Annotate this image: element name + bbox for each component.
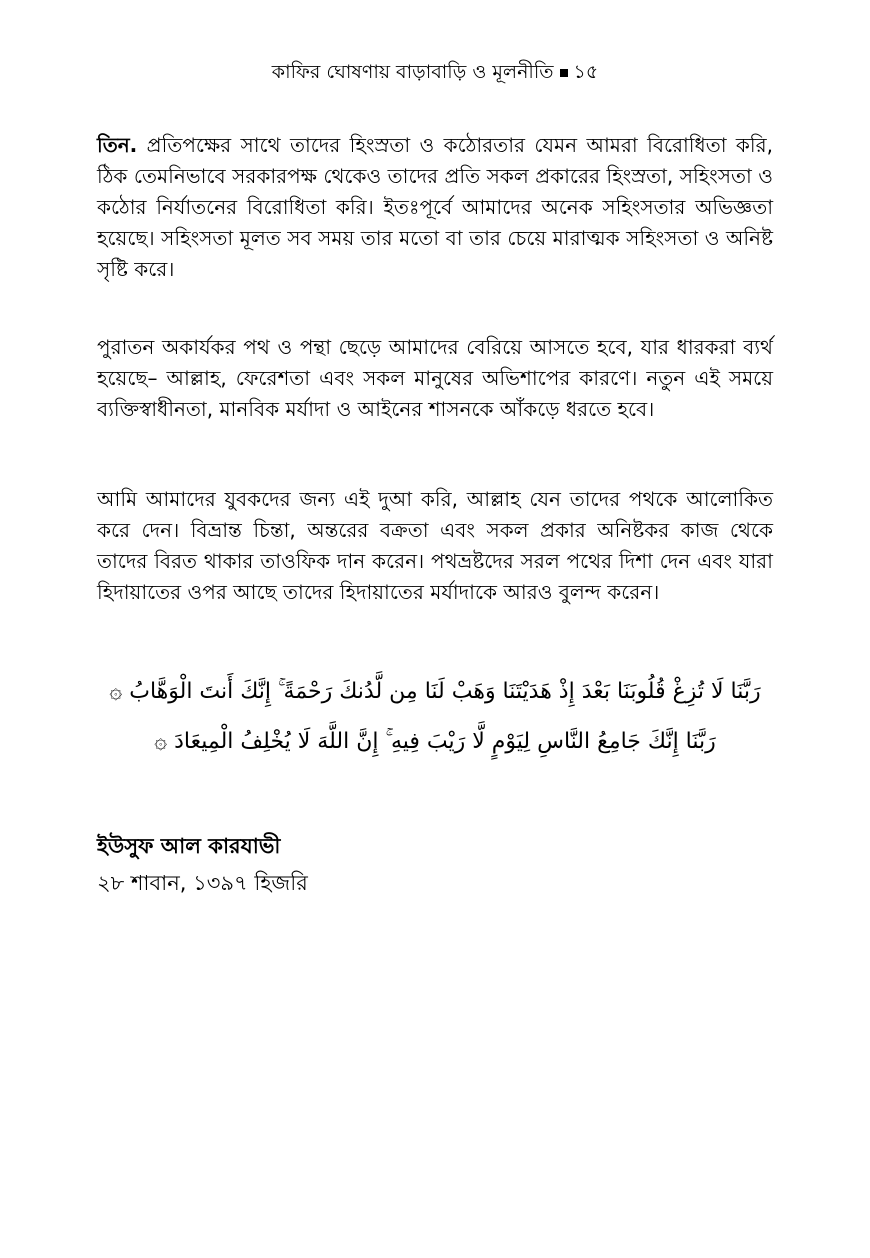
paragraph-1-text: প্রতিপক্ষের সাথে তাদের হিংস্রতা ও কঠোরতার যেমন আমরা বিরোধিতা করি, ঠিক তেমনিভাবে সরকারপক্ষ থেকেও তাদের প্রতি সকল প্রকারের হিংস্রতা, সহিংসতা ও কঠোর নির্যাতনের বিরোধিতা করি। ইতঃপূর্বে আমাদের অনেক সহিংসতার অভিজ্ঞতা হয়েছে। সহিংসতা মূলত সব সময় তার মতো বা তার চেয়ে মারাত্মক সহিংসতা ও অনিষ্ট সৃষ্টি করে।: [97, 133, 773, 281]
paragraph-1: [97, 130, 773, 285]
paragraph-3: [97, 484, 773, 608]
arabic-verse-1: رَبَّنَا لَا تُزِغْ قُلُوبَنَا بَعْدَ إِذْ هَدَيْتَنَا وَهَبْ لَنَا مِن لَّدُنكَ رَحْمَةً ۚ إِنَّكَ أَنتَ الْوَهَّابُ ۞: [109, 679, 761, 704]
header-separator: [560, 69, 568, 77]
page-number: ১৫: [573, 61, 599, 83]
paragraph-2-text: পুরাতন অকার্যকর পথ ও পন্থা ছেড়ে আমাদের বেরিয়ে আসতে হবে, যার ধারকরা ব্যর্থ হয়েছে– আল্লাহ, ফেরেশতা এবং সকল মানুষের অভিশাপের কারণে। নতুন এই সময়ে ব্যক্তিস্বাধীনতা, মানবিক মর্যাদা ও আইনের শাসনকে আঁকড়ে ধরতে হবে।: [97, 335, 773, 421]
arabic-verse-2: رَبَّنَا إِنَّكَ جَامِعُ النَّاسِ لِيَوْمٍ لَّا رَيْبَ فِيهِ ۚ إِنَّ اللَّهَ لَا يُخْلِفُ الْمِيعَادَ ۞: [154, 729, 716, 754]
signature-date: ২৮ শাবান, ১৩৯৭ হিজরি: [97, 871, 308, 895]
paragraph-1-lead: তিন.: [97, 133, 138, 157]
running-header: [0, 58, 870, 86]
author-name: ইউসুফ আল কারযাভী: [97, 834, 281, 858]
paragraph-2: [97, 332, 773, 425]
paragraph-3-text: আমি আমাদের যুবকদের জন্য এই দুআ করি, আল্লাহ যেন তাদের পথকে আলোকিত করে দেন। বিভ্রান্ত চিন্তা, অন্তরের বক্রতা এবং সকল প্রকার অনিষ্টকর কাজ থেকে তাদের বিরত থাকার তাওফিক দান করেন। পথভ্রষ্টদের সরল পথের দিশা দেন এবং যারা হিদায়াতের ওপর আছে তাদের হিদায়াতের মর্যাদাকে আরও বুলন্দ করেন।: [97, 487, 773, 604]
header-title: কাফির ঘোষণায় বাড়াবাড়ি ও মূলনীতি: [271, 61, 554, 83]
